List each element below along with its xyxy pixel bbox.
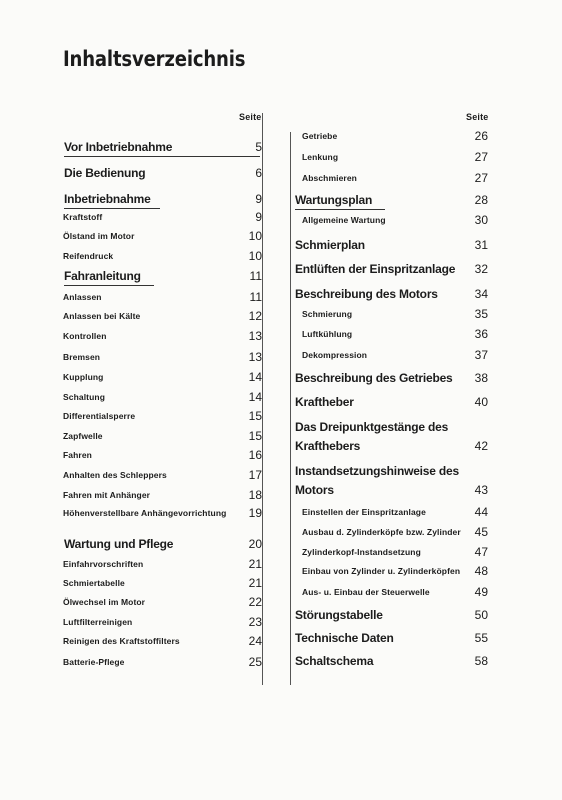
toc-entry xyxy=(58,209,262,225)
toc-entry-label: Zapfwelle xyxy=(63,431,103,441)
toc-entry xyxy=(290,653,488,669)
toc-entry xyxy=(290,544,488,560)
toc-entry-page: 48 xyxy=(474,564,488,578)
toc-entry-page: 14 xyxy=(248,390,262,404)
toc-entry-label: Krafthebers xyxy=(295,439,361,453)
toc-entry-page: 50 xyxy=(474,608,488,622)
toc-entry-label: Schaltschema xyxy=(295,654,374,668)
toc-entry xyxy=(58,228,262,244)
toc-entry xyxy=(58,289,262,305)
toc-entry-page: 45 xyxy=(474,525,488,539)
toc-entry-page: 21 xyxy=(248,557,262,571)
toc-entry-label: Ausbau d. Zylinderköpfe bzw. Zylinder xyxy=(302,527,461,537)
toc-entry-page: 11 xyxy=(249,269,262,283)
toc-entry-page: 9 xyxy=(255,210,262,224)
toc-entry xyxy=(290,584,488,600)
toc-entry xyxy=(58,505,262,521)
toc-entry-page: 35 xyxy=(474,307,488,321)
toc-entry xyxy=(58,467,262,483)
toc-entry-label: Schmierung xyxy=(302,309,353,319)
toc-entry-page: 25 xyxy=(248,655,262,669)
toc-entry-label: Kraftstoff xyxy=(63,212,103,222)
toc-entry-label: Fahren xyxy=(63,450,92,460)
toc-entry-page: 28 xyxy=(474,193,488,207)
toc-entry-page: 42 xyxy=(474,439,488,453)
toc-entry-label: Reifendruck xyxy=(63,251,114,261)
toc-entry xyxy=(58,248,262,264)
toc-entry-label: Aus- u. Einbau der Steuerwelle xyxy=(302,587,430,597)
toc-entry-page: 32 xyxy=(474,262,488,276)
toc-entry-page: 26 xyxy=(474,129,488,143)
toc-entry-label: Getriebe xyxy=(302,131,338,141)
toc-entry xyxy=(58,536,262,552)
toc-entry-page: 43 xyxy=(474,483,488,497)
toc-entry-label: Anhalten des Schleppers xyxy=(63,470,167,480)
toc-entry-label: Reinigen des Kraftstoffilters xyxy=(63,636,180,646)
toc-entry-page: 10 xyxy=(248,249,262,263)
toc-entry xyxy=(58,408,262,424)
toc-entry xyxy=(58,139,262,155)
toc-entry xyxy=(58,614,262,630)
toc-entry-label: Inbetriebnahme xyxy=(64,192,151,206)
toc-entry-label: Vor Inbetriebnahme xyxy=(64,140,173,154)
toc-entry-page: 15 xyxy=(248,429,262,443)
toc-entry-label: Schaltung xyxy=(63,392,105,402)
toc-entry-label: Zylinderkopf-Instandsetzung xyxy=(302,547,421,557)
toc-entry xyxy=(58,349,262,365)
toc-entry xyxy=(58,369,262,385)
heading-underline xyxy=(64,285,154,286)
toc-entry-page: 9 xyxy=(255,192,262,206)
toc-entry-label: Wartung und Pflege xyxy=(64,537,174,551)
toc-entry-page: 58 xyxy=(474,654,488,668)
toc-entry-page: 16 xyxy=(248,448,262,462)
toc-entry-page: 19 xyxy=(248,506,262,520)
toc-entry-page: 55 xyxy=(474,631,488,645)
toc-entry xyxy=(290,524,488,540)
toc-entry xyxy=(290,394,488,410)
toc-entry-label: Anlassen xyxy=(63,292,102,302)
toc-entry-page: 24 xyxy=(248,634,262,648)
toc-entry-label: Bremsen xyxy=(63,352,101,362)
toc-entry-label: Allgemeine Wartung xyxy=(302,215,386,225)
toc-entry-label: Dekompression xyxy=(302,350,368,360)
toc-entry-page: 34 xyxy=(474,287,488,301)
toc-entry xyxy=(290,504,488,520)
heading-underline xyxy=(64,156,260,157)
toc-entry xyxy=(58,575,262,591)
toc-entry xyxy=(58,633,262,649)
toc-entry-page: 47 xyxy=(474,545,488,559)
toc-entry-page: 18 xyxy=(248,488,262,502)
toc-entry-page: 5 xyxy=(255,140,262,154)
toc-entry xyxy=(290,630,488,646)
toc-entry xyxy=(58,428,262,444)
toc-entry-label: Die Bedienung xyxy=(64,166,146,180)
toc-entry-label: Luftkühlung xyxy=(302,329,353,339)
toc-entry-label: Fahranleitung xyxy=(64,269,141,283)
toc-entry-page: 37 xyxy=(474,348,488,362)
toc-entry xyxy=(58,165,262,181)
toc-entry-page: 22 xyxy=(248,595,262,609)
toc-entry-page: 14 xyxy=(248,370,262,384)
toc-entry-label: Kontrollen xyxy=(63,331,107,341)
page-label-right: Seite xyxy=(466,112,489,122)
toc-entry-page: 12 xyxy=(248,309,262,323)
toc-entry-label: Fahren mit Anhänger xyxy=(63,490,151,500)
toc-entry-label: Luftfilterreinigen xyxy=(63,617,133,627)
toc-entry xyxy=(290,192,488,208)
toc-entry xyxy=(58,556,262,572)
toc-entry xyxy=(290,237,488,253)
toc-entry-label: Abschmieren xyxy=(302,173,357,183)
toc-entry-label: Das Dreipunktgestänge des xyxy=(295,420,449,434)
toc-entry xyxy=(290,419,488,435)
toc-entry-label: Ölstand im Motor xyxy=(63,231,135,241)
toc-entry-page: 31 xyxy=(474,238,488,252)
toc-entry-label: Batterie-Pflege xyxy=(63,657,125,667)
toc-entry xyxy=(290,326,488,342)
toc-entry-label: Störungstabelle xyxy=(295,608,383,622)
toc-entry xyxy=(290,347,488,363)
toc-entry-label: Schmiertabelle xyxy=(63,578,125,588)
toc-entry xyxy=(58,487,262,503)
toc-entry xyxy=(290,149,488,165)
toc-entry-page: 27 xyxy=(474,171,488,185)
toc-entry xyxy=(290,286,488,302)
toc-entry xyxy=(290,370,488,386)
toc-entry-page: 49 xyxy=(474,585,488,599)
toc-entry-label: Einstellen der Einspritzanlage xyxy=(302,507,426,517)
toc-entry-page: 13 xyxy=(248,350,262,364)
toc-entry-label: Entlüften der Einspritzanlage xyxy=(295,262,456,276)
toc-entry-label: Kupplung xyxy=(63,372,104,382)
toc-entry-page: 10 xyxy=(248,229,262,243)
toc-entry-page: 20 xyxy=(248,537,262,551)
toc-entry-label: Kraftheber xyxy=(295,395,354,409)
toc-entry xyxy=(290,212,488,228)
toc-entry-label: Instandsetzungshinweise des xyxy=(295,464,459,478)
toc-entry xyxy=(58,191,262,207)
toc-entry-label: Motors xyxy=(295,483,334,497)
toc-entry xyxy=(58,447,262,463)
toc-entry-label: Lenkung xyxy=(302,152,339,162)
toc-entry-label: Einfahrvorschriften xyxy=(63,559,144,569)
toc-entry-page: 17 xyxy=(248,468,262,482)
toc-entry-page: 15 xyxy=(248,409,262,423)
page-title: Inhaltsverzeichnis xyxy=(63,47,246,71)
toc-entry-label: Schmierplan xyxy=(295,238,365,252)
toc-entry-page: 44 xyxy=(474,505,488,519)
toc-entry xyxy=(290,438,488,454)
toc-entry xyxy=(58,594,262,610)
toc-entry xyxy=(58,654,262,670)
toc-entry xyxy=(290,607,488,623)
toc-entry-label: Höhenverstellbare Anhängevorrichtung xyxy=(63,508,227,518)
toc-entry-label: Ölwechsel im Motor xyxy=(63,597,146,607)
toc-entry xyxy=(58,328,262,344)
toc-entry-label: Einbau von Zylinder u. Zylinderköpfen xyxy=(302,566,461,576)
toc-entry-label: Anlassen bei Kälte xyxy=(63,311,141,321)
toc-entry xyxy=(290,563,488,579)
toc-entry xyxy=(290,261,488,277)
page-label-left: Seite xyxy=(239,112,262,122)
toc-entry xyxy=(58,308,262,324)
toc-entry xyxy=(290,170,488,186)
toc-entry xyxy=(290,463,488,479)
toc-entry-page: 38 xyxy=(474,371,488,385)
toc-entry-label: Technische Daten xyxy=(295,631,394,645)
toc-entry-page: 36 xyxy=(474,327,488,341)
toc-entry-label: Wartungsplan xyxy=(295,193,373,207)
toc-entry-label: Differentialsperre xyxy=(63,411,136,421)
toc-entry-page: 23 xyxy=(248,615,262,629)
toc-entry xyxy=(58,268,262,284)
toc-entry xyxy=(290,128,488,144)
heading-underline xyxy=(295,209,385,210)
toc-entry-page: 6 xyxy=(255,166,262,180)
toc-entry xyxy=(58,389,262,405)
toc-entry-page: 27 xyxy=(474,150,488,164)
toc-entry-label: Beschreibung des Getriebes xyxy=(295,371,453,385)
toc-entry-label: Beschreibung des Motors xyxy=(295,287,438,301)
toc-entry-page: 11 xyxy=(249,290,262,304)
toc-entry-page: 40 xyxy=(474,395,488,409)
toc-entry-page: 30 xyxy=(474,213,488,227)
toc-entry-page: 21 xyxy=(248,576,262,590)
column-divider-left xyxy=(262,113,263,685)
toc-entry xyxy=(290,482,488,498)
toc-entry-page: 13 xyxy=(248,329,262,343)
toc-entry xyxy=(290,306,488,322)
